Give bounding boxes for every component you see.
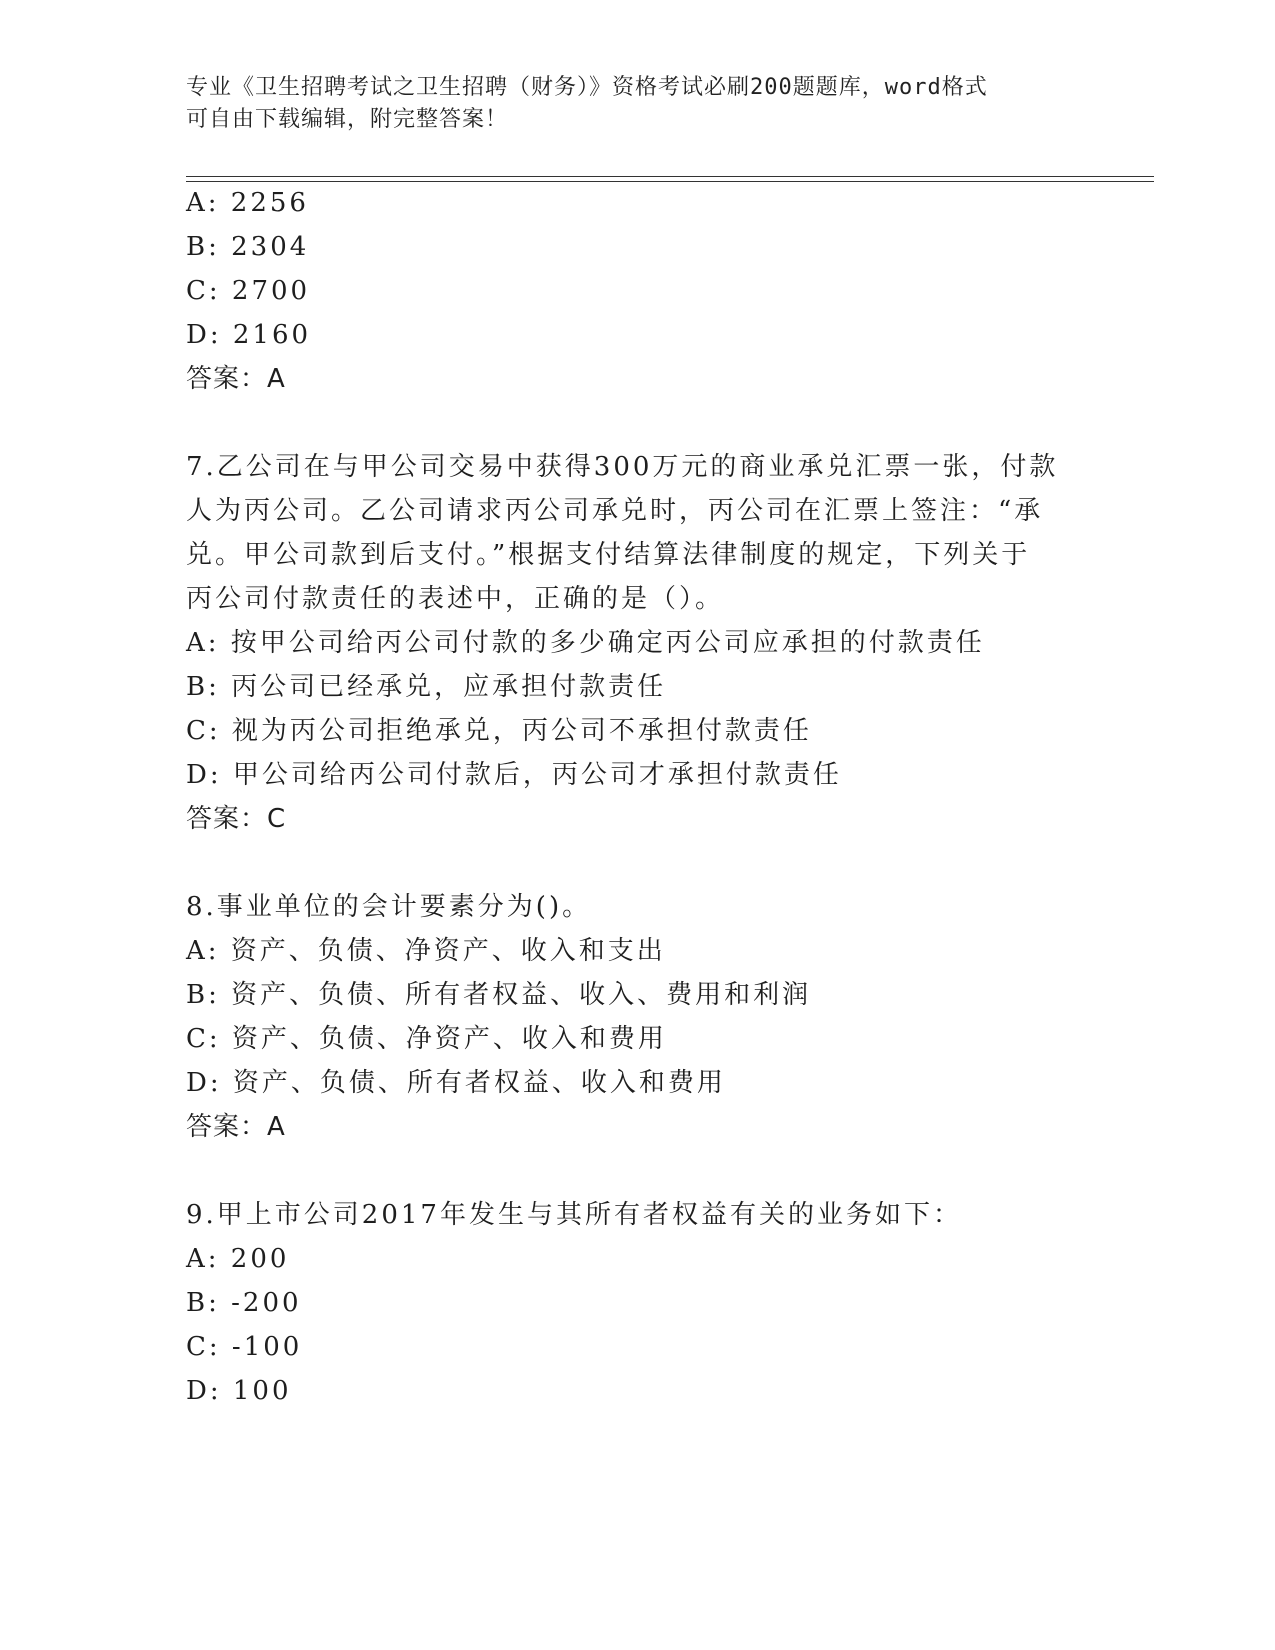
q8-option-a: A: 资产、负债、净资产、收入和支出 xyxy=(186,936,666,966)
q7-answer: 答案：C xyxy=(186,804,287,834)
q6-answer: 答案：A xyxy=(186,364,286,394)
document-header xyxy=(186,72,1066,136)
q9-option-b: B: -200 xyxy=(186,1288,302,1318)
q9-stem: 9.甲上市公司2017年发生与其所有者权益有关的业务如下： xyxy=(186,1200,962,1230)
header-title-line-1: 专业《卫生招聘考试之卫生招聘（财务）》资格考试必刷200题题库，word格式 xyxy=(186,75,988,100)
q8-option-d: D: 资产、负债、所有者权益、收入和费用 xyxy=(186,1068,726,1098)
q9-option-c: C: -100 xyxy=(186,1332,303,1362)
q6-option-b: B: 2304 xyxy=(186,232,310,262)
q7-option-b: B: 丙公司已经承兑，应承担付款责任 xyxy=(186,672,667,702)
header-divider-bottom xyxy=(186,181,1154,182)
q9-option-d: D: 100 xyxy=(186,1376,292,1406)
q8-option-c: C: 资产、负债、净资产、收入和费用 xyxy=(186,1024,667,1054)
q8-option-b: B: 资产、负债、所有者权益、收入、费用和利润 xyxy=(186,980,812,1010)
q6-option-d: D: 2160 xyxy=(186,320,312,350)
q6-option-c: C: 2700 xyxy=(186,276,311,306)
q7-stem-line-2: 人为丙公司。乙公司请求丙公司承兑时，丙公司在汇票上签注：“承 xyxy=(186,496,1044,526)
q7-stem-line-4: 丙公司付款责任的表述中，正确的是（）。 xyxy=(186,584,725,614)
q8-stem: 8.事业单位的会计要素分为()。 xyxy=(186,892,592,922)
header-title-line-2: 可自由下载编辑，附完整答案！ xyxy=(186,107,509,132)
q7-stem-line-3: 兑。甲公司款到后支付。”根据支付结算法律制度的规定，下列关于 xyxy=(186,540,1031,570)
q7-option-a: A: 按甲公司给丙公司付款的多少确定丙公司应承担的付款责任 xyxy=(186,628,985,658)
header-divider-top xyxy=(186,176,1154,177)
q9-option-a: A: 200 xyxy=(186,1244,290,1274)
q7-option-d: D: 甲公司给丙公司付款后，丙公司才承担付款责任 xyxy=(186,760,842,790)
q6-option-a: A: 2256 xyxy=(186,188,309,218)
q7-option-c: C: 视为丙公司拒绝承兑，丙公司不承担付款责任 xyxy=(186,716,812,746)
q7-stem-line-1: 7.乙公司在与甲公司交易中获得300万元的商业承兑汇票一张，付款 xyxy=(186,452,1059,482)
q8-answer: 答案：A xyxy=(186,1112,286,1142)
